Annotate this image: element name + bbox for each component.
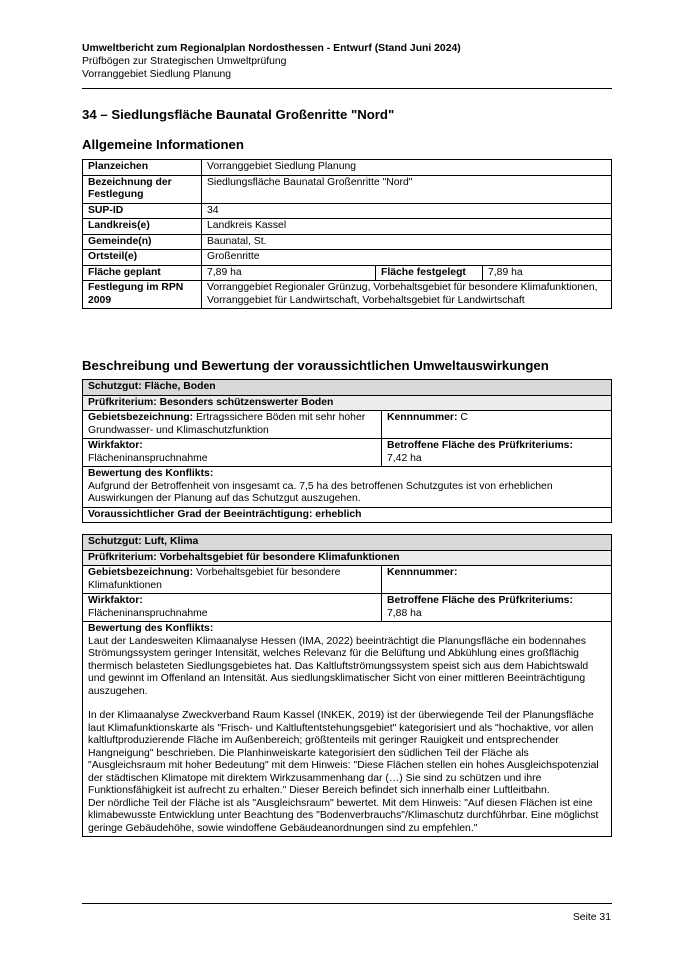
table-row (83, 203, 612, 219)
betroffene-flaeche-cell (382, 594, 612, 622)
page-number: Seite 31 (572, 912, 611, 923)
table-row (83, 265, 612, 281)
flaeche-geplant-value: 7,89 ha (202, 265, 376, 281)
wirkfaktor-value: Flächeninanspruchnahme (88, 452, 208, 464)
landkreis-label: Landkreis(e) (83, 219, 202, 235)
planzeichen-value: Vorranggebiet Siedlung Planung (202, 160, 612, 176)
kennnummer-cell (382, 411, 612, 439)
page-header (82, 42, 612, 81)
bezeichnung-label: Bezeichnung der Festlegung (83, 175, 202, 203)
gebietsbezeichnung-value: Ertragssichere Böden mit sehr hoher Grundwasser- und Klimaschutzfunktion (88, 412, 366, 436)
general-info-heading: Allgemeine Informationen (82, 137, 244, 152)
table-row (83, 411, 612, 439)
supid-label: SUP-ID (83, 203, 202, 219)
pruefkriterium-title: Prüfkriterium: Besonders schützenswerter Boden (83, 395, 612, 411)
table-row (83, 535, 612, 551)
bewertung-label: Bewertung des Konflikts: (88, 623, 214, 634)
bewertung-paragraph-2: In der Klimaanalyse Zweckverband Raum Kassel (INKEK, 2019) ist der überwiegende Teil der Planungsfläche laut Klimafunktionskarte als "Frisch- und Kaltluftentstehungsgebiet" kategorisiert und als "hochaktive, vor allen kaltluftproduzierende Fläche im Außenbereich; größtenteils mit geringer Rauigkeit und entsprechender Hangneigung" beschrieben. Die Planhinweiskarte kategorisiert den südlichen Teil der Fläche als "Ausgleichsraum mit hoher Bedeutung" mit dem Hinweis: "Diese Flächen stellen ein hohes Ausgleichspotenzial der städtischen Klimatope mit direktem Wirkzusammenhang dar (…) Sie sind zu schützen und ihre Funktionsfähigkeit ist aufrecht zu erhalten." Dieser Bereich befindet sich innerhalb einer Luftleitbahn. (88, 710, 599, 796)
wirkfaktor-cell (83, 439, 382, 467)
header-report-title: Umweltbericht zum Regionalplan Nordosthessen - Entwurf (Stand Juni 2024) (82, 43, 461, 54)
table-row (83, 550, 612, 566)
general-info-table (82, 159, 612, 309)
bewertung-cell (83, 622, 612, 837)
table-row (83, 380, 612, 396)
gemeinde-label: Gemeinde(n) (83, 234, 202, 250)
schutzgut-klima-table (82, 534, 612, 837)
kennnummer-cell (382, 566, 612, 594)
landkreis-value: Landkreis Kassel (202, 219, 612, 235)
festlegung-label: Festlegung im RPN 2009 (83, 281, 202, 309)
gebietsbezeichnung-cell (83, 411, 382, 439)
table-row (83, 566, 612, 594)
gebietsbezeichnung-label: Gebietsbezeichnung: (88, 567, 194, 578)
bewertung-cell (83, 467, 612, 508)
schutzgut-title: Schutzgut: Fläche, Boden (83, 380, 612, 396)
flaeche-geplant-label: Fläche geplant (83, 265, 202, 281)
header-category: Vorranggebiet Siedlung Planung (82, 69, 232, 80)
planzeichen-label: Planzeichen (83, 160, 202, 176)
flaeche-festgelegt-label: Fläche festgelegt (376, 265, 483, 281)
betroffene-flaeche-cell (382, 439, 612, 467)
bewertung-paragraph-3: Der nördliche Teil der Fläche ist als "Ausgleichsraum" bewertet. Mit dem Hinweis: "Auf diesen Flächen ist eine klimabewusste Entwicklung unter Beachtung des "Bodenverbrauchs"/Klimaschutz durchführbar. Eine möglichst geringe Gebäudehöhe, sowie windoffene Gebäudeanordnungen sind zu empfehlen." (88, 797, 599, 834)
kennnummer-label: Kennnummer: (387, 412, 458, 423)
kennnummer-value: C (460, 412, 468, 423)
schutzgut-title: Schutzgut: Luft, Klima (83, 535, 612, 551)
ortsteil-label: Ortsteil(e) (83, 250, 202, 266)
betroffene-flaeche-label: Betroffene Fläche des Prüfkriteriums: (387, 595, 573, 606)
table-row (83, 219, 612, 235)
table-row (83, 160, 612, 176)
bewertung-paragraph-1: Laut der Landesweiten Klimaanalyse Hessen (IMA, 2022) beeinträchtigt die Planungsfläche ein bodennahes Strömungssystem geringer Intensität, welches Relevanz für die Belüftung und Abkühlung eines großflächig thermisch belasteten Siedlungsgebietes hat. Das Kaltluftströmungssystem speist sich aus dem Habichtswald und gewinnt im Offenland an Intensität. Aus siedlungsklimatischer Sicht von einer mittleren Beeinträchtigung auszugehen. (88, 635, 589, 697)
table-row (83, 622, 612, 837)
wirkfaktor-label: Wirkfaktor: (88, 440, 143, 451)
page-title: 34 – Siedlungsfläche Baunatal Großenritte "Nord" (82, 107, 395, 122)
assessment-heading: Beschreibung und Bewertung der voraussichtlichen Umweltauswirkungen (82, 358, 549, 373)
bewertung-label: Bewertung des Konflikts: (88, 468, 214, 479)
betroffene-flaeche-label: Betroffene Fläche des Prüfkriteriums: (387, 440, 573, 451)
table-row (83, 250, 612, 266)
wirkfaktor-label: Wirkfaktor: (88, 595, 143, 606)
schutzgut-boden-table (82, 379, 612, 523)
bezeichnung-value: Siedlungsfläche Baunatal Großenritte "Nord" (202, 175, 612, 203)
table-row (83, 507, 612, 523)
table-row (83, 467, 612, 508)
footer-rule (82, 903, 612, 904)
table-row (83, 175, 612, 203)
table-row (83, 439, 612, 467)
supid-value: 34 (202, 203, 612, 219)
betroffene-flaeche-value: 7,42 ha (387, 452, 422, 464)
ortsteil-value: Großenritte (202, 250, 612, 266)
table-row (83, 234, 612, 250)
wirkfaktor-cell (83, 594, 382, 622)
pruefkriterium-title: Prüfkriterium: Vorbehaltsgebiet für besondere Klimafunktionen (83, 550, 612, 566)
kennnummer-label: Kennnummer: (387, 567, 458, 578)
wirkfaktor-value: Flächeninanspruchnahme (88, 607, 208, 619)
paragraph-spacer (88, 698, 606, 710)
bewertung-text: Aufgrund der Betroffenheit von insgesamt ca. 7,5 ha des betroffenen Schutzgutes ist von erheblichen Auswirkungen der Planung auf das Schutzgut auszugehen. (88, 480, 553, 504)
header-rule (82, 88, 612, 89)
table-row (83, 395, 612, 411)
beeintraechtigung-grad: Voraussichtlicher Grad der Beeinträchtigung: erheblich (83, 507, 612, 523)
flaeche-festgelegt-value: 7,89 ha (483, 265, 612, 281)
gemeinde-value: Baunatal, St. (202, 234, 612, 250)
gebietsbezeichnung-value: Vorbehaltsgebiet für besondere Klimafunktionen (88, 567, 341, 591)
header-subtitle: Prüfbögen zur Strategischen Umweltprüfung (82, 56, 287, 67)
gebietsbezeichnung-label: Gebietsbezeichnung: (88, 412, 194, 423)
table-row (83, 281, 612, 309)
gebietsbezeichnung-cell (83, 566, 382, 594)
festlegung-value: Vorranggebiet Regionaler Grünzug, Vorbehaltsgebiet für besondere Klimafunktionen, Vorranggebiet für Landwirtschaft, Vorbehaltsgebiet für Landwirtschaft (202, 281, 612, 309)
table-row (83, 594, 612, 622)
betroffene-flaeche-value: 7,88 ha (387, 607, 422, 619)
